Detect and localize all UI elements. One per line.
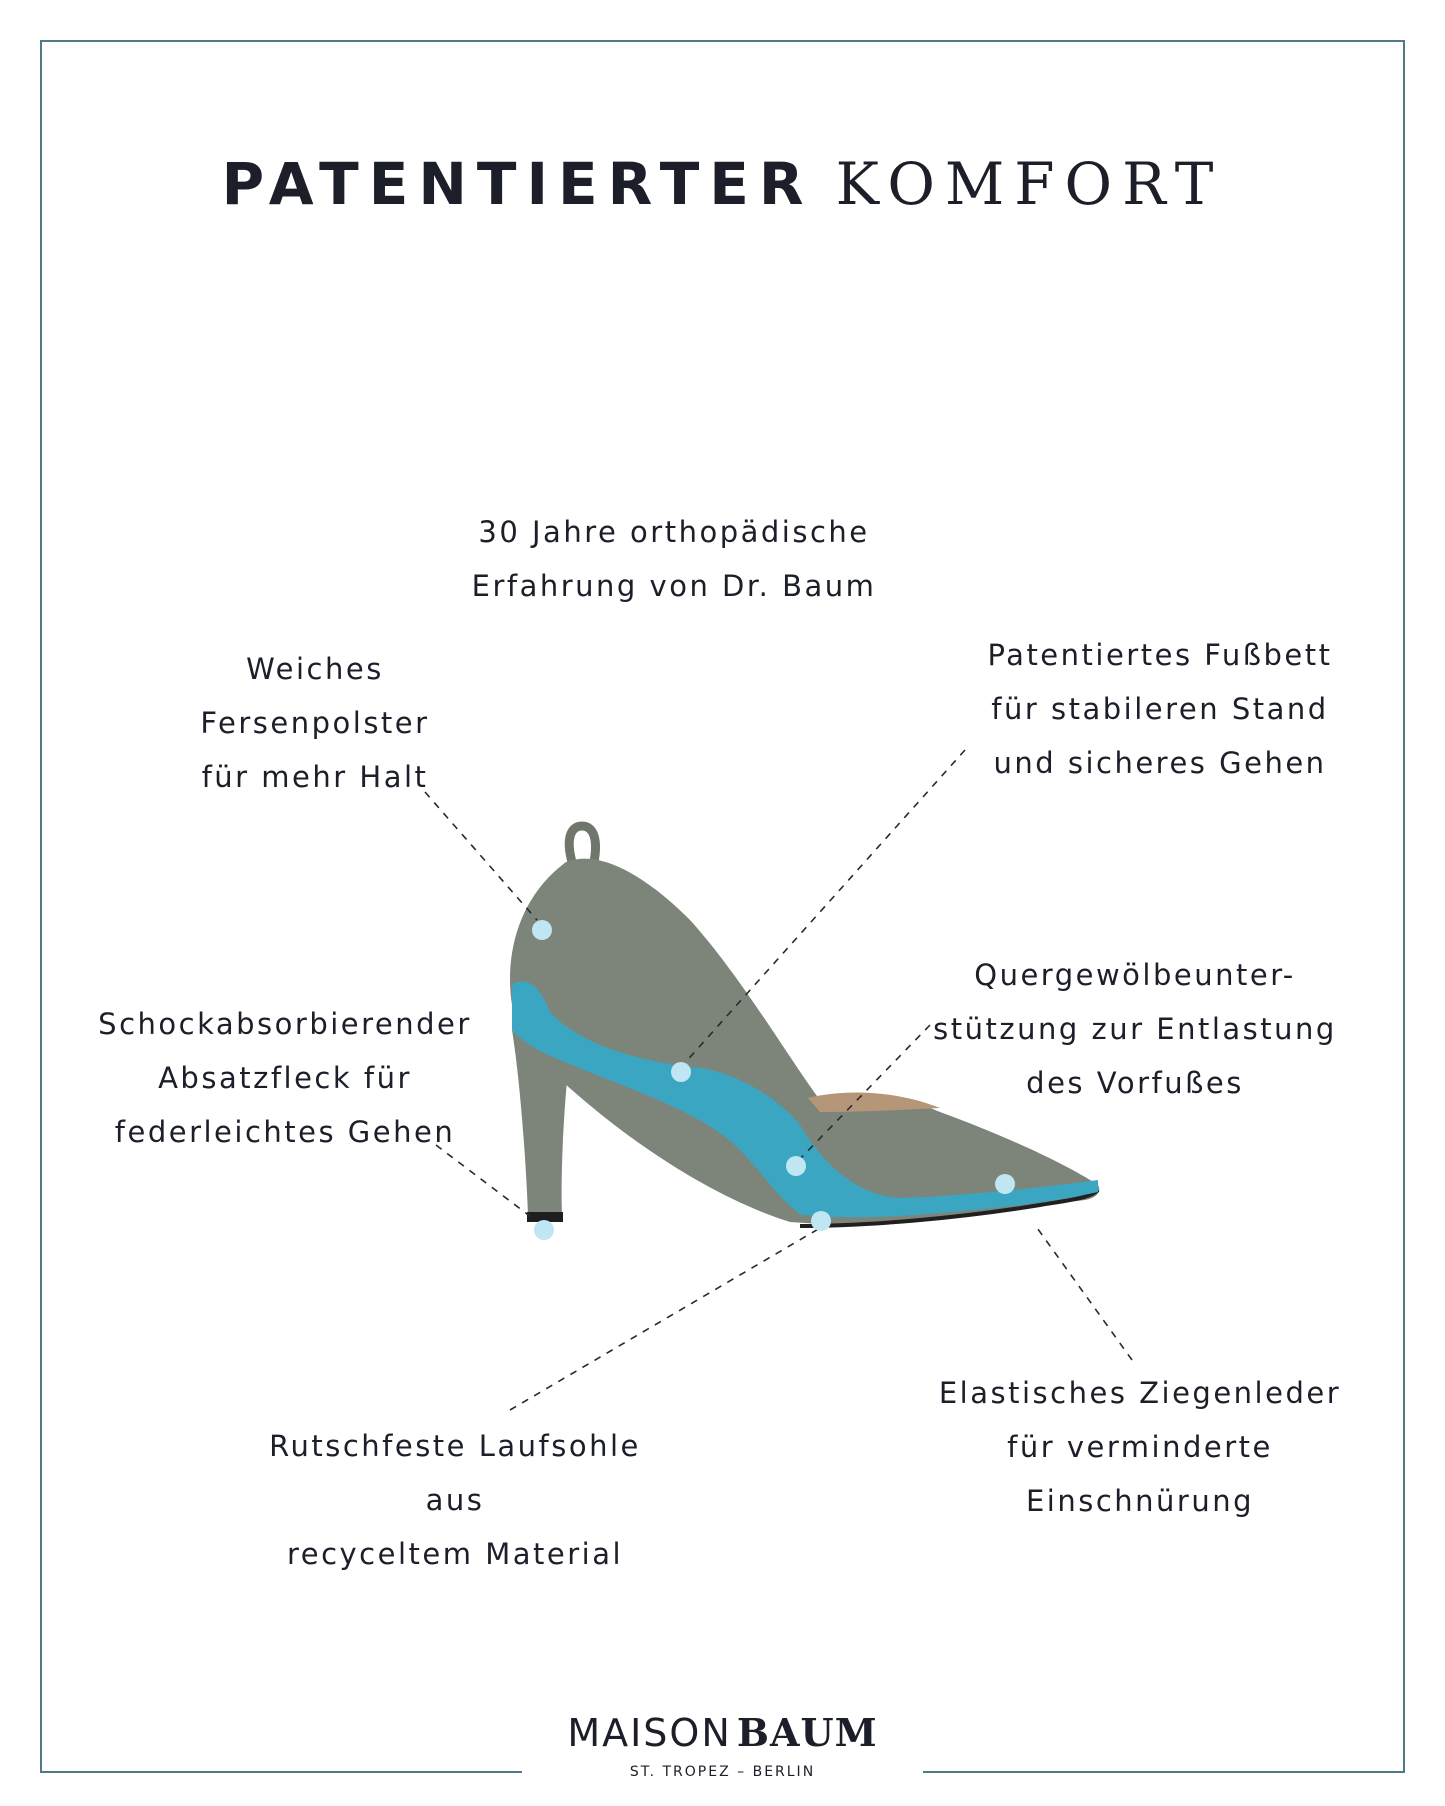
brand-baum: BAUM [736,1710,878,1755]
marker-footbed [671,1062,691,1082]
label-footbed-line-3: und sicheres Gehen [993,746,1327,780]
label-footbed-line-2: für stabileren Stand [991,692,1329,726]
marker-leather [995,1174,1015,1194]
label-footbed-line-1: Patentiertes Fußbett [987,638,1333,672]
brand-logo [0,1710,1445,1755]
label-leather-line-1: Elastisches Ziegenleder [938,1376,1342,1410]
label-sole-line-3: recyceltem Material [286,1537,624,1571]
label-sole-line-1: Rutschfeste Laufsohle [269,1429,641,1463]
label-experience-line-2: Erfahrung von Dr. Baum [471,569,877,603]
leader-heel-pad [425,792,537,920]
label-heel-pad [150,642,480,804]
label-leather [915,1366,1365,1528]
title-serif: KOMFORT [835,150,1224,218]
label-experience [424,505,924,613]
label-footbed [950,628,1370,790]
marker-heel-tip [534,1220,554,1240]
leader-sole [510,1228,820,1410]
label-sole-line-2: aus [425,1483,485,1517]
label-heel-tip-line-2: Absatzfleck für [158,1061,412,1095]
label-heel-tip-line-3: federleichtes Gehen [114,1115,456,1149]
label-heel-pad-line-2: Fersenpolster [200,706,430,740]
label-heel-tip [70,997,500,1159]
label-arch-line-2: stützung zur Entlastung [933,1012,1337,1046]
marker-sole [811,1211,831,1231]
label-sole [250,1419,660,1581]
marker-arch [786,1156,806,1176]
label-heel-tip-line-1: Schockabsorbierender [98,1007,472,1041]
marker-heel-pad [532,920,552,940]
label-arch [905,948,1365,1110]
leader-leather [1035,1225,1132,1360]
label-arch-line-3: des Vorfußes [1026,1066,1244,1100]
label-leather-line-3: Einschnürung [1025,1484,1255,1518]
brand-maison: MAISON [567,1711,732,1755]
label-experience-line-1: 30 Jahre orthopädische [478,515,870,549]
title-bold: PATENTIERTER [221,150,814,218]
label-arch-line-1: Quergewölbeunter- [974,958,1296,992]
brand-locations: ST. TROPEZ – BERLIN [629,1764,816,1780]
heel-pull-tab [569,826,595,862]
label-heel-pad-line-1: Weiches [246,652,384,686]
label-leather-line-2: für verminderte [1007,1430,1273,1464]
label-heel-pad-line-3: für mehr Halt [201,760,429,794]
